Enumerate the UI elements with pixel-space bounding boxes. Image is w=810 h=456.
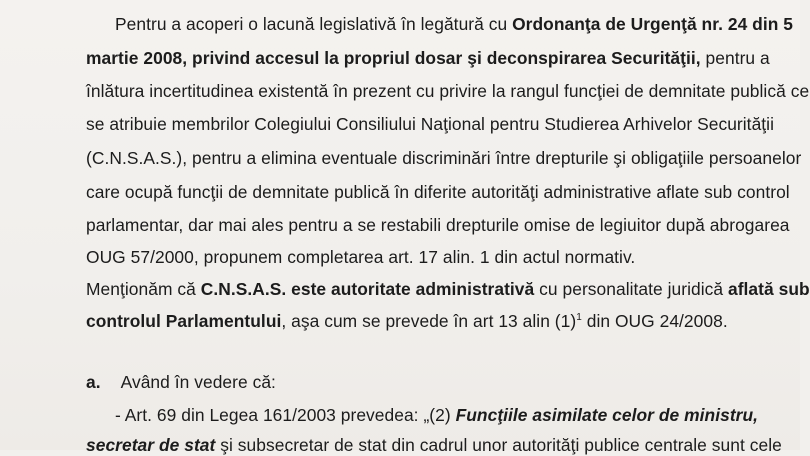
bullet-text: - Art. 69 din Legea 161/2003 prevedea: „(2) [115, 405, 456, 425]
p1-line-5: (C.N.S.A.S.), pentru a elimina eventuale discriminări între drepturile şi obligaţiile persoanelor [86, 148, 802, 168]
p1-line-4: se atribuie membrilor Colegiului Consiliului Naţional pentru Studierea Arhivelor Securităţii [86, 114, 774, 134]
p1-line-1 [115, 13, 793, 35]
cropped-bold-italic: secretar de stat [86, 435, 216, 455]
p1-line-3: înlătura incertitudinea existentă în prezent cu privire la rangul funcţiei de demnitate publică ce [86, 81, 810, 101]
p1-line-7: parlamentar, dar mai ales pentru a se restabili drepturile omise de legiuitor după abrogarea [86, 215, 790, 235]
p2-line-1-mid: cu personalitate juridică [534, 279, 728, 299]
ordinance-title-part1: Ordonanţa de Urgenţă nr. 24 din 5 [512, 14, 794, 34]
p1-line-2-text: pentru a [700, 48, 770, 68]
footnote-marker: 1 [576, 312, 582, 323]
p1-line-8: OUG 57/2000, propunem completarea art. 17 alin. 1 din actul normativ. [86, 247, 636, 267]
bullet-bold-italic: Funcţiile asimilate celor de ministru, [455, 405, 759, 425]
p1-line-1-text: Pentru a acoperi o lacună legislativă în legătură cu [115, 14, 513, 34]
p1-line-2 [86, 47, 770, 69]
p1-line-6: care ocupă funcţii de demnitate publică în diferite autorităţi administrative aflate sub control [86, 182, 790, 202]
under-control-bold: aflată sub [727, 279, 810, 299]
cropped-line [86, 434, 782, 456]
p2-line-2 [86, 310, 728, 332]
parliament-control-bold: controlul Parlamentului [86, 311, 282, 331]
p2-line-2-pre: , aşa cum se prevede în art 13 alin (1) [281, 311, 577, 331]
ordinance-title-part2: martie 2008, privind accesul la propriul dosar şi deconspirarea Securităţii, [86, 48, 701, 68]
section-a-heading [86, 371, 276, 393]
section-a-marker: a. [86, 372, 101, 392]
p2-line-1-pre: Menţionăm că [86, 279, 201, 299]
cnsas-status-bold: C.N.S.A.S. este autoritate administrativă [200, 279, 535, 299]
cropped-text: şi subsecretar de stat din cadrul unor autorităţi publice centrale sunt cele [215, 435, 782, 455]
p2-line-1 [86, 278, 810, 300]
p2-line-2-post: din OUG 24/2008. [581, 311, 728, 331]
section-a-bullet [115, 404, 758, 426]
section-a-text: Având în vedere că: [120, 372, 276, 392]
cropped-line-container [86, 434, 782, 455]
